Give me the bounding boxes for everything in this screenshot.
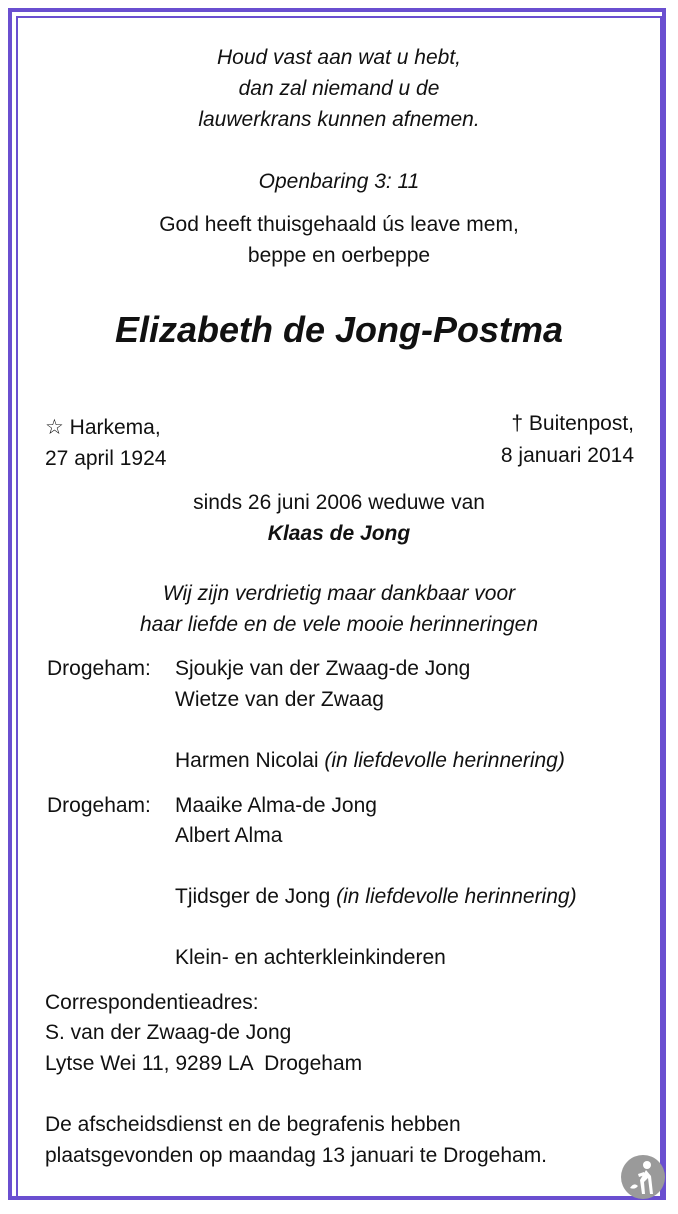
birth-date: 27 april 1924 — [45, 447, 167, 470]
family-1-memorial-name: Harmen Nicolai — [175, 749, 319, 772]
gratitude-line-1: Wij zijn verdrietig maar dankbaar voor — [162, 582, 516, 605]
family-2-memorial — [175, 881, 577, 912]
intro-line-2: beppe en oerbeppe — [247, 244, 431, 267]
widow-line: sinds 26 juni 2006 weduwe van — [193, 491, 485, 514]
service-line-1: De afscheidsdienst en de begrafenis hebben — [45, 1113, 461, 1136]
family-2-place: Drogeham: — [47, 794, 151, 817]
grandchildren: Klein- en achterkleinkinderen — [175, 946, 446, 969]
service-line-2: plaatsgevonden op maandag 13 januari te Drogeham. — [45, 1144, 548, 1167]
deceased-name: Elizabeth de Jong-Postma — [114, 309, 564, 350]
gratitude-line-2: haar liefde en de vele mooie herinneringen — [139, 613, 539, 636]
family-2-memorial-name: Tjidsger de Jong — [175, 885, 331, 908]
family-2-name-2: Albert Alma — [175, 824, 283, 847]
family-1-memorial-note: (in liefdevolle herinnering) — [324, 749, 565, 772]
family-1-memorial — [175, 745, 565, 776]
verse-reference: Openbaring 3: 11 — [258, 170, 420, 193]
correspondence-address: Lytse Wei 11, 9289 LA Drogeham — [45, 1052, 363, 1075]
correspondence-label: Correspondentieadres: — [45, 991, 259, 1014]
family-2-name-1: Maaike Alma-de Jong — [175, 794, 377, 817]
intro-line-1: God heeft thuisgehaald ús leave mem, — [159, 213, 519, 236]
memorial-logo-icon — [620, 1154, 666, 1200]
birth-place: ☆ Harkema, — [45, 416, 161, 439]
spouse-name: Klaas de Jong — [267, 522, 411, 545]
verse-line-3: lauwerkrans kunnen afnemen. — [198, 108, 480, 131]
family-1-place: Drogeham: — [47, 657, 151, 680]
correspondence-name: S. van der Zwaag-de Jong — [45, 1021, 292, 1044]
death-place: † Buitenpost, — [511, 412, 634, 435]
verse-line-2: dan zal niemand u de — [238, 77, 440, 100]
family-1-name-1: Sjoukje van der Zwaag-de Jong — [175, 657, 471, 680]
family-2-memorial-note: (in liefdevolle herinnering) — [336, 885, 577, 908]
death-date: 8 januari 2014 — [500, 444, 634, 467]
verse-line-1: Houd vast aan wat u hebt, — [217, 46, 461, 69]
family-1-name-2: Wietze van der Zwaag — [175, 688, 384, 711]
